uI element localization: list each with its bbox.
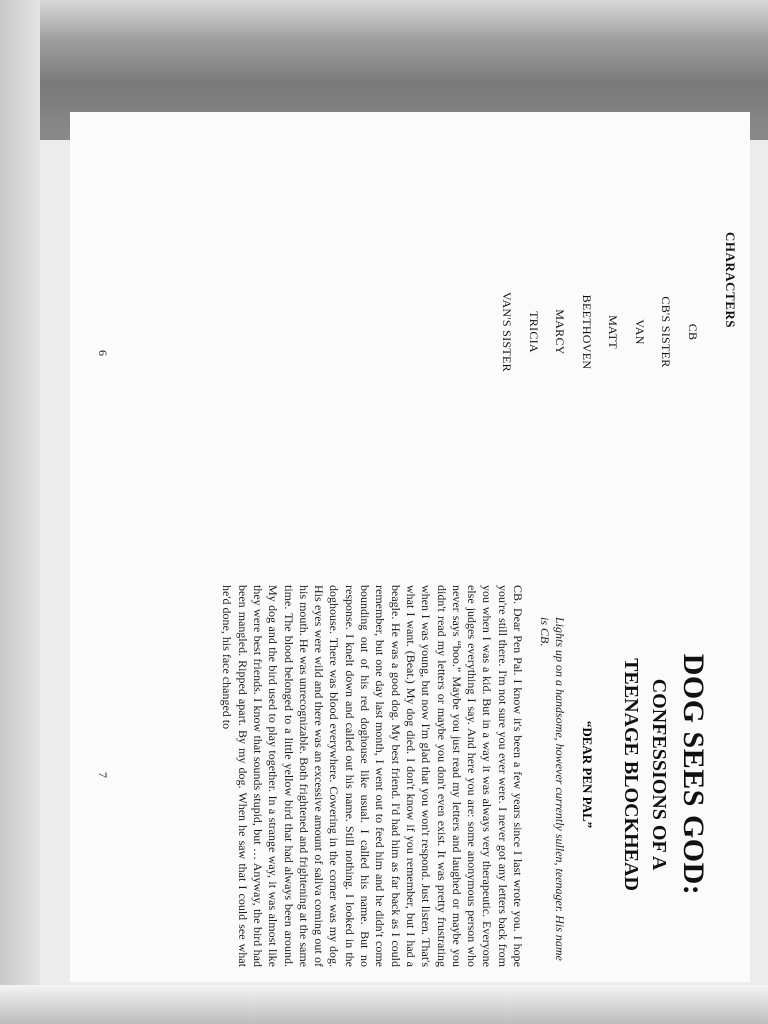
character-list <box>494 112 706 552</box>
left-page <box>70 112 750 552</box>
stage-direction: Lights up on a handsome, however currently sullen, teenager. His name is CB. <box>538 617 567 961</box>
character-item: CB <box>686 323 700 341</box>
scan-shadow-left <box>0 0 40 1024</box>
scene-title: “DEAR PEN PAL” <box>580 720 595 829</box>
character-item: VAN'S SISTER <box>500 292 515 372</box>
page-number-left: 6 <box>96 350 110 356</box>
play-subtitle-line2: TEENAGE BLOCKHEAD <box>620 658 642 891</box>
play-subtitle-line1: CONFESSIONS OF A <box>648 678 670 871</box>
character-item: TRICIA <box>527 311 541 353</box>
character-item: BEETHOVEN <box>580 294 594 370</box>
monologue-text <box>219 585 525 967</box>
character-item: CB'S SISTER <box>659 296 674 368</box>
scan-shadow-bottom <box>0 985 768 1024</box>
character-item: VAN <box>633 319 647 345</box>
character-item: MARCY <box>553 309 568 355</box>
right-page <box>70 567 750 982</box>
page-number-right: 7 <box>96 772 110 778</box>
characters-heading: CHARACTERS <box>723 232 738 329</box>
character-item: MATT <box>606 315 621 349</box>
play-title: DOG SEES GOD: <box>677 653 710 896</box>
monologue-body: Dear Pen Pal. I know it's been a few years since I last wrote you. I hope you're still there. I'm not sure you ever were. I never got any letters back from you when I was a kid. But in a way it was always very therapeutic. Everyone else judges everything I say. And here you are: some anonymous person who never says “boo.” Maybe you just read my letters and laughed or maybe you didn't read my letters or maybe you don't even exist. It was pretty frustrating when I was young, but now I'm glad that you won't respond. Just listen. That's what I want. (Beat.) My dog died. I don't know if you remember, but I had a beagle. He was a good dog. My best friend. I'd had him as far back as I could remember, but one day last month, I went out to feed him and he didn't come bounding out of his red doghouse like usual. I called his name. But no response. I knelt down and called out his name. Still nothing. I looked in the doghouse. There was blood everywhere. Cowering in the corner was my dog. His eyes were wild and there was an excessive amount of saliva coming out of his mouth. He was unrecognizable. Both frightened and frightening at the same time. The blood belonged to a little yellow bird that had always been around. My dog and the bird used to play together. In a strange way, it was almost like they were best friends. I know that sounds stupid, but … Anyway, the bird had been mangled. Ripped apart. By my dog. When he saw that I could see what he'd done, his face changed to <box>220 585 525 967</box>
speaker-name: CB. <box>511 585 525 605</box>
book-spread <box>70 112 750 982</box>
